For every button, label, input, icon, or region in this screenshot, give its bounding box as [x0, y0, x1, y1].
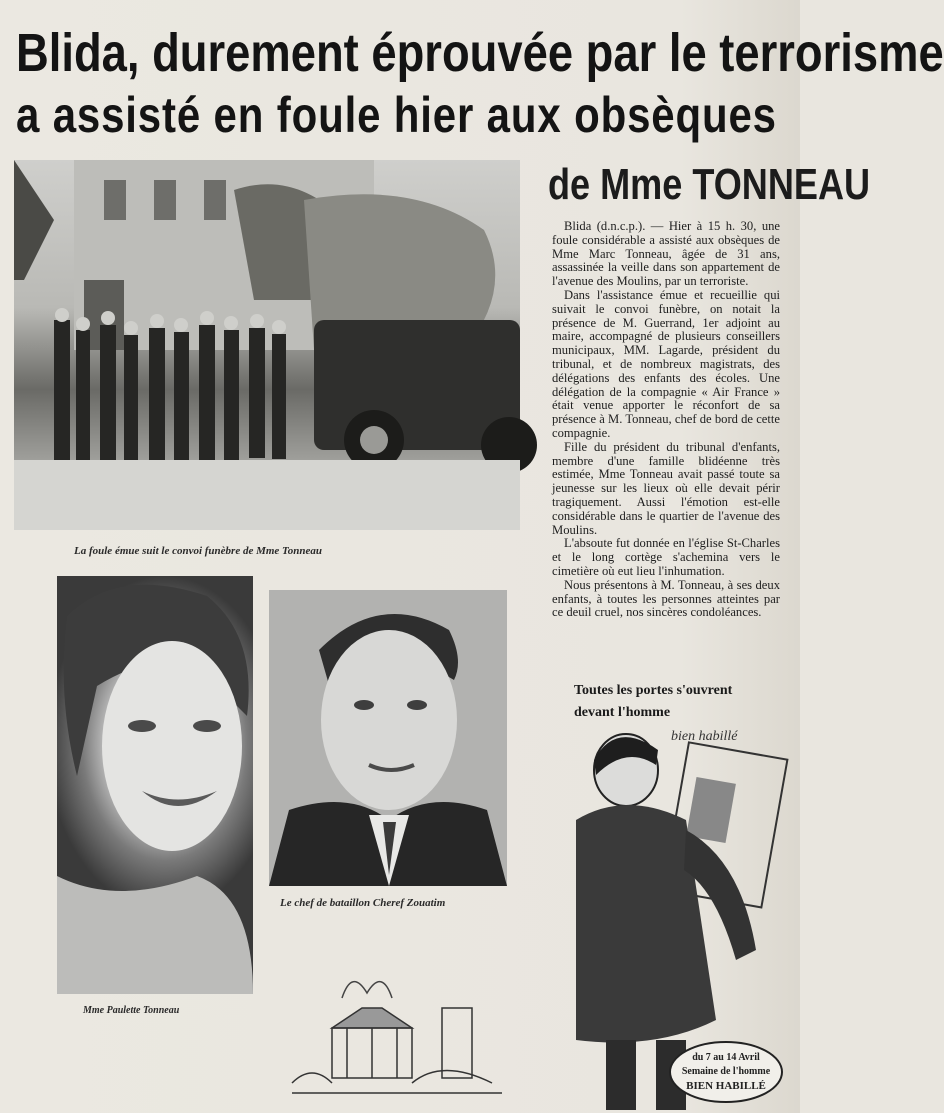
ad-headline-line-2: devant l'homme — [574, 705, 671, 720]
portrait-man-photo — [269, 590, 507, 886]
bandstand-illustration — [292, 968, 502, 1108]
ad-stamp-line-3: BIEN HABILLÉ — [686, 1080, 766, 1092]
funeral-scene-icon — [14, 160, 520, 530]
portrait-man-icon — [269, 590, 507, 886]
funeral-photo-caption: La foule émue suit le convoi funèbre de Mme Tonneau — [74, 545, 323, 557]
ad-stamp — [670, 1042, 782, 1102]
article-body — [552, 220, 780, 620]
portrait-man-caption: Le chef de bataillon Cheref Zouatim — [280, 897, 446, 909]
ad-handwritten-text: bien habillé — [671, 729, 738, 744]
portrait-woman-icon — [57, 576, 253, 994]
portrait-woman-caption: Mme Paulette Tonneau — [83, 1005, 180, 1016]
ad-stamp-line-2: Semaine de l'homme — [681, 1066, 771, 1077]
portrait-woman-photo — [57, 576, 253, 994]
ad-headline-line-1: Toutes les portes s'ouvrent — [574, 683, 733, 698]
ad-stamp-line-1: du 7 au 14 Avril — [692, 1052, 760, 1063]
article-paragraph: Nous présentons à M. Tonneau, à ses deux enfants, à toutes les personnes atteintes par ce deuil cruel, nos sincères condoléances. — [552, 577, 780, 620]
article-paragraph: Dans l'assistance émue et recueillie qui suivait le convoi funèbre, on notait la présence de M. Guerrand, 1er adjoint au maire, accompagné de plusieurs conseillers municipaux, MM. Lagarde, président du tribunal, et de nombreux magistrats, des délégations des enfants des écoles. Une délégation de la compagnie « Air France » était venue apporter le réconfort de sa présence à M. Tonneau, chef de bord de cette compagnie. — [552, 287, 780, 440]
ad-headline — [574, 680, 774, 724]
article-paragraph: L'absoute fut donnée en l'église St-Charles et le long cortège s'achemina vers le cimetière où eut lieu l'inhumation. — [552, 536, 780, 578]
headline-line-2: a assisté en foule hier aux obsèques — [16, 87, 777, 143]
ad-illustration — [566, 720, 786, 1110]
headline-line-1: Blida, durement éprouvée par le terrorisme — [16, 23, 944, 83]
headline-line-3: de Mme TONNEAU — [548, 160, 871, 209]
article-paragraph: Fille du président du tribunal d'enfants, membre d'une famille blidéenne très estimée, Mme Tonneau avait passé toute sa jeunesse sur les lieux où elle devait périr tragiquement. Aussi l'émotion est-elle considérable dans le quartier de l'avenue des Moulins. — [552, 439, 780, 537]
article-paragraph: Blida (d.n.c.p.). — Hier à 15 h. 30, une foule considérable a assisté aux obsèques de Mme Marc Tonneau, âgée de 31 ans, assassinée la veille dans son appartement de l'avenue des Moulins, par un terroriste. — [552, 219, 780, 289]
funeral-photo — [14, 160, 520, 530]
bandstand-icon — [292, 982, 502, 1093]
